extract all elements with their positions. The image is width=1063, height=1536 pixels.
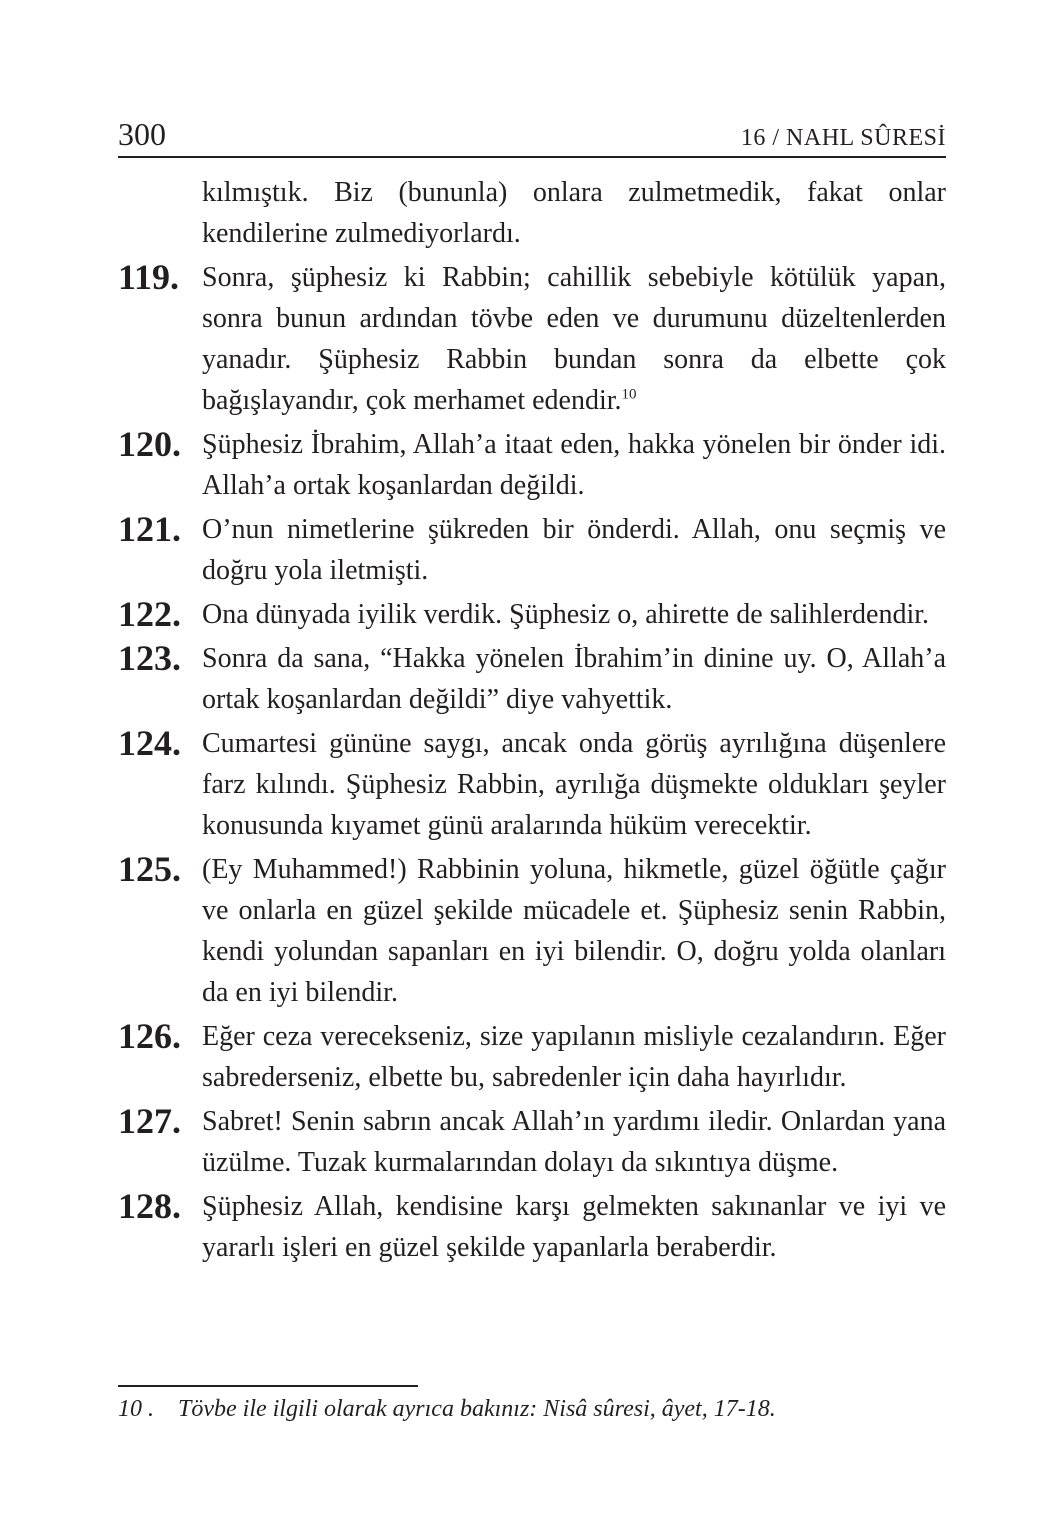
page-number: 300: [118, 116, 166, 152]
verse-120: [118, 424, 946, 506]
verse-124: [118, 723, 946, 846]
verse-number: 123.: [118, 638, 181, 678]
verse-text: Sonra da sana, “Hakka yönelen İbrahim’in dinine uy. O, Allah’a ortak koşanlardan değildi” diye vahyettik.: [202, 643, 946, 715]
footnote-text: Tövbe ile ilgili olarak ayrıca bakınız: Nisâ sûresi, âyet, 17-18.: [178, 1396, 776, 1422]
running-head: 16 / NAHL SÛRESİ: [740, 125, 946, 151]
verse-125: [118, 849, 946, 1013]
verse-number: 122.: [118, 594, 181, 634]
footnote-reference[interactable]: 10: [621, 386, 637, 403]
verse-text: (Ey Muhammed!) Rabbinin yoluna, hikmetle, güzel öğütle çağır ve onlarla en güzel şekilde mücadele et. Şüphesiz senin Rabbin, kendi yolundan sapanları en iyi bilendir. O, doğru yolda olanları da en iyi bilendir.: [202, 854, 946, 1008]
verse-121: [118, 509, 946, 591]
verse-text: Ona dünyada iyilik verdik. Şüphesiz o, ahirette de salihlerdendir.: [202, 599, 930, 630]
verse-number: 120.: [118, 424, 181, 464]
footnote: [118, 1392, 946, 1426]
verse-text: kılmıştık. Biz (bununla) onlara zulmetmedik, fakat onlar kendilerine zulmediyorlardı.: [202, 177, 946, 249]
verse-119: [118, 257, 946, 421]
verse-number: 125.: [118, 849, 181, 889]
verse-text: Sabret! Senin sabrın ancak Allah’ın yardımı iledir. Onlardan yana üzülme. Tuzak kurmalarından dolayı da sıkıntıya düşme.: [202, 1106, 946, 1178]
verse-number: 126.: [118, 1016, 181, 1056]
verse-text: Sonra, şüphesiz ki Rabbin; cahillik sebebiyle kötülük yapan, sonra bunun ardından tövbe eden ve durumunu düzeltenlerden yanadır. Şüphesiz Rabbin bundan sonra da elbette çok bağışlayandır, çok merhamet edendir.$^{10}$: [202, 262, 946, 416]
verse-number: 119.: [118, 257, 180, 297]
page-header: [118, 112, 946, 158]
verse-128: [118, 1186, 946, 1268]
verse-text: Cumartesi gününe saygı, ancak onda görüş ayrılığına düşenlere farz kılındı. Şüphesiz Rabbin, ayrılığa düşmekte oldukları şeyler konusunda kıyamet günü aralarında hüküm verecektir.: [202, 728, 946, 841]
footnote-separator: [118, 1385, 418, 1387]
verse-number: 128.: [118, 1186, 181, 1226]
verse-text: Şüphesiz İbrahim, Allah’a itaat eden, hakka yönelen bir önder idi. Allah’a ortak koşanlardan değildi.: [202, 429, 946, 501]
verse-list: [118, 172, 946, 1271]
verse-number: 121.: [118, 509, 181, 549]
verse-continuation: [118, 172, 946, 254]
verse-127: [118, 1101, 946, 1183]
verse-text: Eğer ceza verecekseniz, size yapılanın misliyle cezalandırın. Eğer sabrederseniz, elbette bu, sabredenler için daha hayırlıdır.: [202, 1021, 946, 1093]
verse-text: Şüphesiz Allah, kendisine karşı gelmekten sakınanlar ve iyi ve yararlı işleri en güzel şekilde yapanlarla beraberdir.: [202, 1191, 946, 1263]
verse-126: [118, 1016, 946, 1098]
footnote-number: 10 .: [118, 1396, 154, 1422]
verse-text: O’nun nimetlerine şükreden bir önderdi. Allah, onu seçmiş ve doğru yola iletmişti.: [202, 514, 946, 586]
verse-number: 124.: [118, 723, 181, 763]
verse-123: [118, 638, 946, 720]
verse-number: 127.: [118, 1101, 181, 1141]
verse-122: [118, 594, 946, 635]
